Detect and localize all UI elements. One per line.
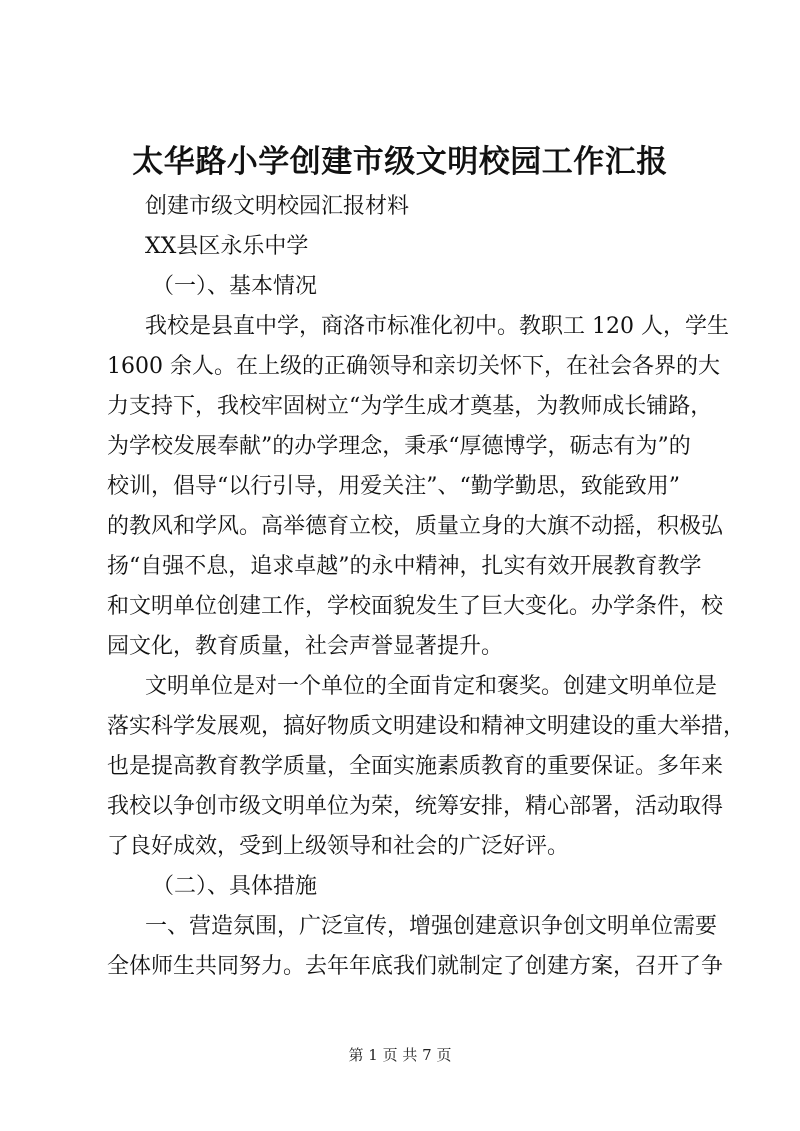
school-name: XX县区永乐中学	[145, 234, 309, 259]
paragraph-line: 我校是县直中学，商洛市标准化初中。教职工 120 人，学生	[145, 314, 729, 339]
paragraph-line: 力支持下，我校牢固树立“为学生成才奠基，为教师成长铺路，	[107, 394, 713, 419]
paragraph-line: 为学校发展奉献”的办学理念，秉承“厚德博学，砺志有为”的	[107, 434, 691, 459]
paragraph-line: 落实科学发展观，搞好物质文明建设和精神文明建设的重大举措，	[107, 714, 746, 739]
paragraph-line: 校训，倡导“以行引导，用爱关注”、“勤学勤思，致能致用”	[107, 474, 680, 499]
paragraph-line: 我校以争创市级文明单位为荣，统筹安排，精心部署，活动取得	[107, 794, 724, 819]
section-heading-basic-info: （一）、基本情况	[152, 274, 318, 299]
paragraph-line: 和文明单位创建工作，学校面貌发生了巨大变化。办学条件，校	[107, 594, 724, 619]
document-title: 太华路小学创建市级文明校园工作汇报	[132, 144, 668, 180]
section-heading-measures: （二）、具体措施	[152, 874, 318, 899]
paragraph-line: 1600 余人。在上级的正确领导和亲切关怀下，在社会各界的大	[107, 354, 720, 379]
document-subtitle: 创建市级文明校园汇报材料	[145, 194, 410, 219]
page-number-footer: 第 1 页 共 7 页	[348, 1046, 452, 1064]
paragraph-line: 一、营造氛围，广泛宣传，增强创建意识争创文明单位需要	[145, 914, 718, 939]
paragraph-line: 全体师生共同努力。去年年底我们就制定了创建方案，召开了争	[107, 954, 724, 979]
paragraph-line: 园文化，教育质量，社会声誉显著提升。	[107, 634, 504, 659]
paragraph-line: 的教风和学风。高举德育立校，质量立身的大旗不动摇，积极弘	[107, 514, 724, 539]
paragraph-line: 文明单位是对一个单位的全面肯定和褒奖。创建文明单位是	[145, 674, 718, 699]
paragraph-line: 也是提高教育教学质量，全面实施素质教育的重要保证。多年来	[107, 754, 724, 779]
paragraph-line: 了良好成效，受到上级领导和社会的广泛好评。	[107, 834, 570, 859]
paragraph-line: 扬“自强不息，追求卓越”的永中精神，扎实有效开展教育教学	[107, 554, 702, 579]
